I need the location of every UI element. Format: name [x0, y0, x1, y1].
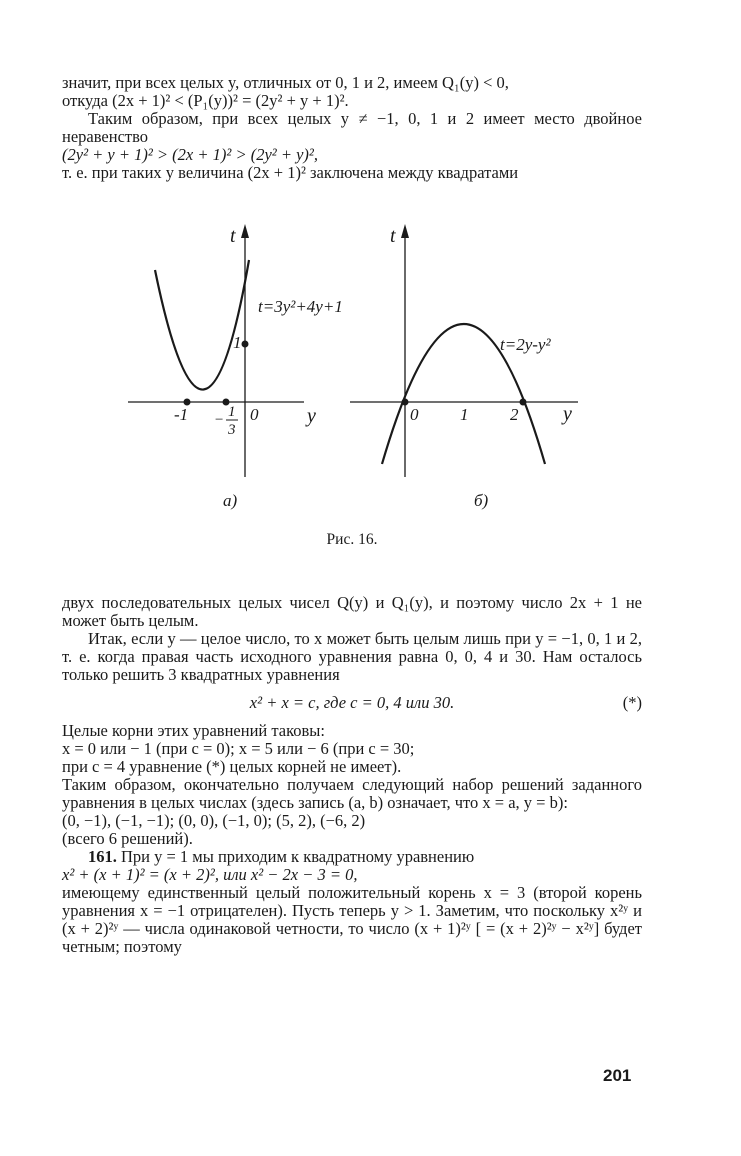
graph-b-curve-label: t=2y-y²: [500, 335, 551, 354]
paragraph-3: Целые корни этих уравнений таковы:: [62, 721, 325, 740]
paragraph-6-text: При y = 1 мы приходим к квадратному уравнению: [121, 847, 475, 866]
graph-b-tick-one: 1: [460, 405, 469, 424]
graph-a-tick-zero: 0: [250, 405, 259, 424]
graph-a: [128, 224, 304, 477]
paragraph-4: Таким образом, окончательно получаем следующий набор решений заданного уравнения в целых числах (здесь запись (a, b) означает, что x = a, y = b):: [62, 775, 642, 812]
top-text-block: [62, 74, 642, 182]
graph-a-intercept-label: 1: [233, 333, 242, 352]
graph-b-label-t: t: [390, 225, 396, 247]
graph-a-curve-label: t=3y²+4y+1: [258, 297, 343, 316]
paragraph-6: [62, 848, 642, 866]
graph-a-sublabel: а): [223, 491, 238, 510]
graph-a-labels: [174, 225, 343, 510]
roots-line-2: при c = 4 уравнение (*) целых корней не имеет).: [62, 757, 402, 776]
graph-a-tick-minus1: -1: [174, 405, 189, 424]
graph-a-intercept: [242, 341, 248, 347]
figure-caption: Рис. 16.: [326, 531, 378, 548]
paragraph-5: (всего 6 решений).: [62, 829, 193, 848]
graph-a-tick-frac-den: 3: [228, 422, 236, 438]
graph-a-tick-frac-minus: −: [214, 412, 225, 428]
graph-a-label-t: t: [230, 225, 236, 247]
graph-a-label-y: y: [307, 405, 316, 427]
top-line-1: значит, при всех целых y, отличных от 0, 1 и 2, имеем Q₁(y) < 0,: [62, 73, 509, 92]
graph-a-tick-frac-num: 1: [228, 404, 236, 420]
graph-b-tick-two: 2: [510, 405, 519, 424]
graph-b-label-y: y: [563, 403, 572, 425]
double-inequality: (2y² + y + 1)² > (2x + 1)² > (2y² + y)²,: [62, 145, 318, 164]
top-line-2: откуда (2x + 1)² < (P₁(y))² = (2y² + y + 1)².: [62, 91, 349, 110]
main-text-block: [62, 594, 642, 956]
problem-number: 161.: [88, 847, 117, 866]
top-line-3: Таким образом, при всех целых y ≠ −1, 0, 1 и 2 имеет место двойное неравенство: [62, 109, 642, 146]
roots-line-1: x = 0 или − 1 (при c = 0); x = 5 или − 6 (при c = 30;: [62, 739, 415, 758]
paragraph-2: Итак, если y — целое число, то x может быть целым лишь при y = −1, 0, 1 и 2, т. е. когда правая часть исходного уравнения равна 0, 0, 4 и 30. Нам осталось только решить 3 квадратных уравнения: [62, 629, 642, 684]
graph-b-tick-zero: 0: [410, 405, 419, 424]
graph-b-root-two: [520, 399, 526, 405]
graph-a-parabola: [155, 260, 249, 390]
graph-b-root-zero: [402, 399, 408, 405]
graph-b-t-arrow: [401, 224, 409, 238]
solutions-list: (0, −1), (−1, −1); (0, 0), (−1, 0); (5, 2), (−6, 2): [62, 811, 366, 830]
figure-16: [0, 222, 741, 542]
equation-star-body: x² + x = c, где c = 0, 4 или 30.: [249, 693, 455, 712]
equation-star: [62, 694, 642, 712]
paragraph-7: имеющему единственный целый положительный корень x = 3 (второй корень уравнения x = −1 отрицателен). Пусть теперь y > 1. Заметим, что поскольку x²ʸ и (x + 2)²ʸ — числа одинаковой четности, то число (x + 1)²ʸ [ = (x + 2)²ʸ − x²ʸ] будет четным; поэтому: [62, 883, 642, 956]
page-number: 201: [603, 1066, 632, 1085]
equation-star-tag: (*): [622, 693, 642, 712]
equation-161: x² + (x + 1)² = (x + 2)², или x² − 2x − 3 = 0,: [62, 865, 358, 884]
paragraph-1: двух последовательных целых чисел Q(y) и Q₁(y), и поэтому число 2x + 1 не может быть целым.: [62, 593, 642, 630]
graph-b-sublabel: б): [474, 491, 489, 510]
top-line-4: т. е. при таких y величина (2x + 1)² заключена между квадратами: [62, 163, 519, 182]
graph-a-t-arrow: [241, 224, 249, 238]
